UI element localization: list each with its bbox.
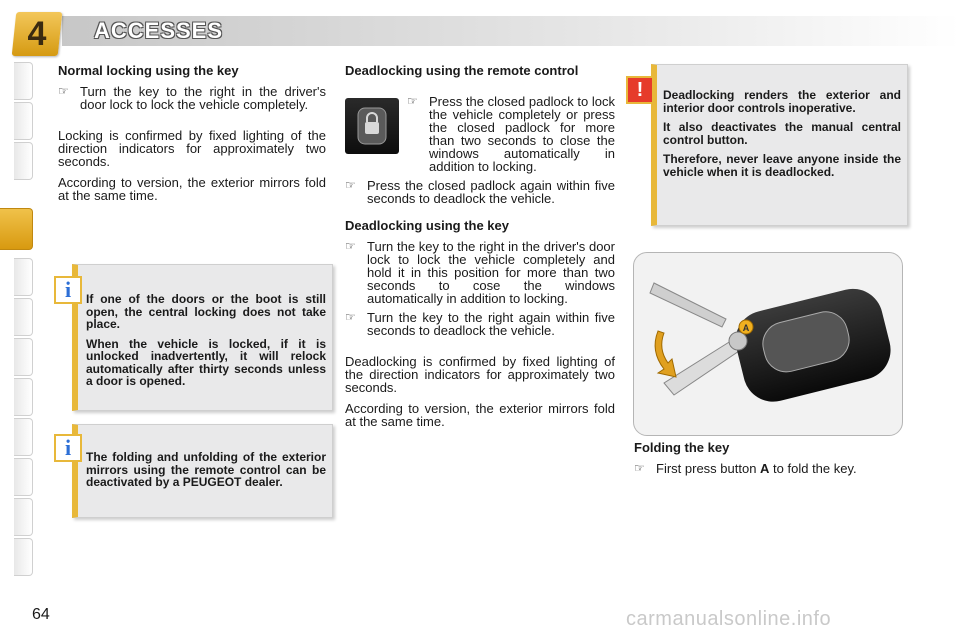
warning-text: Therefore, never leave anyone inside the vehicle when it is deadlocked. [663, 152, 901, 179]
warning-text: Deadlocking renders the exterior and interior door controls inoperative. [663, 88, 901, 115]
chapter-tab[interactable] [14, 538, 33, 576]
instruction-text: Press the closed padlock to lock the vehicle completely or press the closed padlock for more than two seconds to close the windows automatically in addition to locking. [429, 94, 615, 174]
chapter-tab[interactable] [14, 298, 33, 336]
info-box-mirror-folding [72, 424, 333, 518]
chapter-number: 4 [27, 15, 47, 53]
instruction-text: Turn the key to the right again within five seconds to deadlock the vehicle. [367, 310, 615, 338]
chapter-tab[interactable] [14, 378, 33, 416]
chapter-tab[interactable] [14, 458, 33, 496]
info-box-central-locking [72, 264, 333, 411]
instruction-text [656, 462, 904, 475]
key-button-label: A [742, 323, 750, 333]
pointing-hand-icon: ☞ [345, 239, 356, 253]
info-text: If one of the doors or the boot is still open, the central locking does not take place. [86, 292, 326, 331]
instruction-text: Turn the key to the right in the driver's door lock to lock the vehicle completely and hold it in this position for more than two seconds to cose the windows automatically in addition to locking. [367, 239, 615, 306]
remote-control-padlock-image [345, 98, 399, 154]
watermark: carmanualsonline.info [626, 608, 832, 630]
instruction-item [345, 179, 615, 205]
pointing-hand-icon: ☞ [58, 84, 69, 98]
chapter-tab[interactable] [14, 498, 33, 536]
pointing-hand-icon: ☞ [345, 178, 356, 192]
chapter-tab[interactable] [14, 62, 33, 100]
warning-text: It also deactivates the manual central control button. [663, 120, 901, 147]
chapter-tab-active[interactable] [0, 208, 33, 250]
warning-icon: ! [626, 76, 654, 104]
pointing-hand-icon: ☞ [634, 461, 645, 475]
info-text: The folding and unfolding of the exterior mirrors using the remote control can be deactivated by a PEUGEOT dealer. [86, 450, 326, 489]
instruction-item [634, 462, 904, 475]
pointing-hand-icon: ☞ [345, 310, 356, 324]
page-title: ACCESSES [94, 18, 224, 43]
chapter-tab[interactable] [14, 418, 33, 456]
chapter-tab[interactable] [14, 338, 33, 376]
instruction-item [345, 311, 615, 337]
section-heading: Deadlocking using the remote control [345, 63, 579, 78]
chapter-tab[interactable] [14, 102, 33, 140]
warning-box-deadlocking [651, 64, 908, 226]
chapter-tab[interactable] [14, 258, 33, 296]
instruction-text-part: First press button [656, 461, 761, 476]
paragraph: According to version, the exterior mirrors fold at the same time. [58, 175, 326, 203]
instruction-text: Turn the key to the right in the driver's door lock to lock the vehicle completely. [80, 84, 326, 112]
instruction-text: Press the closed padlock again within five seconds to deadlock the vehicle. [367, 178, 615, 206]
column-normal-locking [58, 64, 326, 210]
section-heading: Deadlocking using the key [345, 218, 509, 233]
info-icon: i [54, 276, 82, 304]
section-heading: Normal locking using the key [58, 63, 239, 78]
button-reference: A [760, 461, 770, 476]
instruction-text-part: to fold the key. [769, 461, 857, 476]
instruction-item [407, 95, 615, 173]
pointing-hand-icon: ☞ [407, 94, 418, 108]
paragraph: According to version, the exterior mirrors fold at the same time. [345, 401, 615, 429]
page-number: 64 [32, 606, 50, 623]
paragraph: Deadlocking is confirmed by fixed lighting of the direction indicators for approximately two seconds. [345, 354, 615, 395]
paragraph: Locking is confirmed by fixed lighting of the direction indicators for approximately two seconds. [58, 128, 326, 169]
side-chapter-tabs [0, 62, 34, 582]
chapter-tab[interactable] [14, 142, 33, 180]
section-heading: Folding the key [634, 440, 730, 455]
info-text: When the vehicle is locked, if it is unlocked inadvertently, it will relock automatically after thirty seconds unless a door is opened. [86, 336, 326, 388]
instruction-item [345, 240, 615, 305]
key-illustration [633, 252, 903, 436]
column-folding-key [634, 441, 904, 481]
info-icon: i [54, 434, 82, 462]
instruction-item [58, 85, 326, 111]
